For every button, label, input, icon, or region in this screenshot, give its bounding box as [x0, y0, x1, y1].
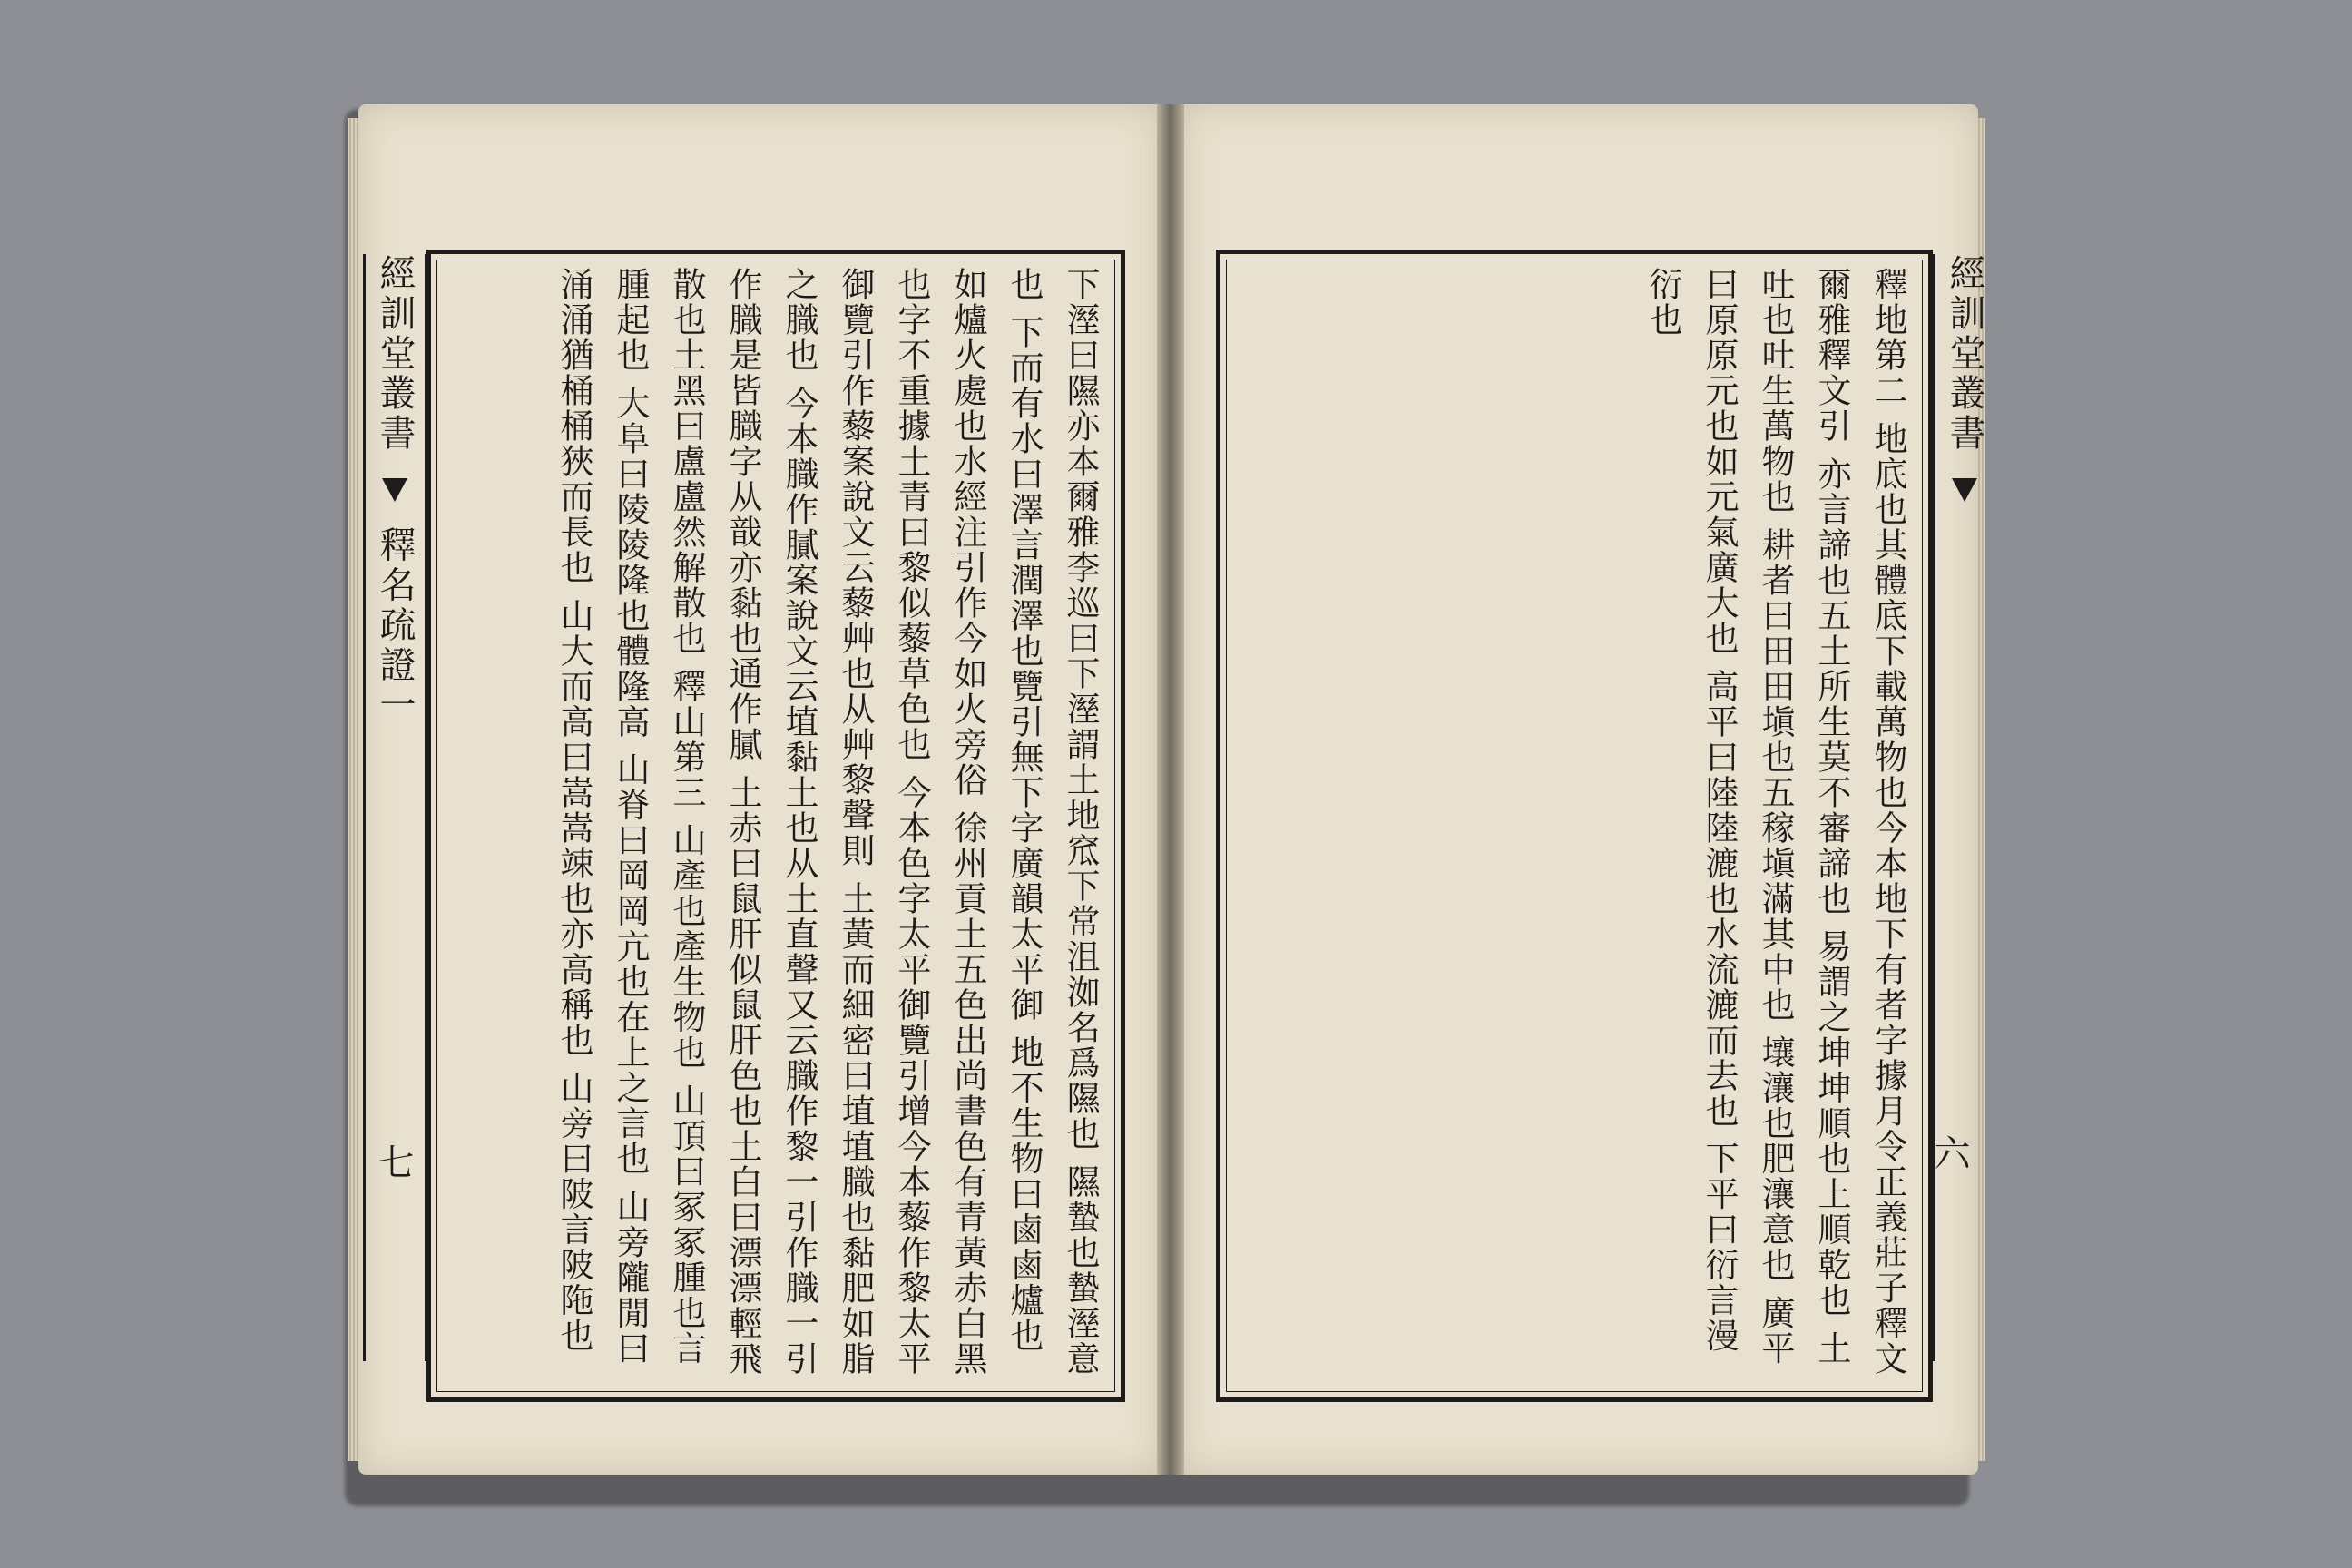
text-column: 下溼曰隰亦本爾雅李巡曰下溼謂土地窊下常沮洳名爲隰也: [1061, 267, 1100, 1152]
page-number-left: 七: [372, 1143, 414, 1180]
right-text-frame: [1216, 250, 1933, 1402]
text-column: 地不生物曰鹵鹵爐也如爐火處也水經注引作今如火旁俗: [948, 267, 1044, 1354]
fish-tail-mark-left: [382, 478, 407, 502]
right-fold-column: [1933, 254, 1994, 1361]
text-column: 地底也其體底下載萬物也今本地下有者字據月令正義莊子釋文爾雅釋文引: [1812, 267, 1907, 1377]
text-column: 山旁曰陂言陂陁也: [554, 1070, 593, 1354]
volume-label-left: 釋名疏證一: [374, 525, 416, 726]
left-fold-column: [363, 254, 427, 1361]
text-column: 亦言諦也五土所生莫不審諦也: [1812, 456, 1851, 916]
left-text-frame: [426, 250, 1125, 1402]
text-column: 今本膱作膩案說文云埴黏土也从土直聲又云膱作黎一引作膱一引作膱是皆膱字从戠亦黏也通作膩: [723, 267, 818, 1377]
section-heading: 釋山第三: [667, 668, 706, 810]
text-column: 山大而高曰嵩嵩竦也亦高稱也: [554, 597, 593, 1058]
text-column: 壤瀼也肥瀼意也: [1756, 1034, 1795, 1283]
text-column: 大阜曰陵陵隆也體隆高: [611, 385, 650, 740]
text-column: 土吐也吐生萬物也: [1756, 267, 1851, 1367]
fish-tail-mark-right: [1952, 478, 1977, 502]
text-column: 山頂曰冢冢腫也言腫起也: [611, 267, 706, 1367]
text-column: 耕者曰田田塡也五稼塡滿其中也: [1756, 526, 1795, 1023]
text-column: 土赤曰鼠肝似鼠肝色也土白曰漂漂輕飛散也土黑曰盧盧然解散也: [667, 267, 762, 1377]
text-column: 土黃而細密曰埴埴膱也黏肥如脂之膱也: [779, 267, 875, 1377]
series-title-right: 經訓堂叢書: [1944, 254, 1985, 454]
page-number-right: 六: [1928, 1134, 1970, 1171]
text-column: 高平曰陸陸漉也水流漉而去也: [1700, 668, 1739, 1129]
text-column: 山產也產生物也: [667, 822, 706, 1071]
text-column: 廣平曰原原元也如元氣廣大也: [1700, 267, 1795, 1367]
text-column: 山脊曰岡岡亢也在上之言也: [611, 751, 650, 1177]
text-column: 今本色字太平御覽引增今本藜作黎太平御覽引作藜案說文云藜艸也从艸黎聲則: [836, 267, 931, 1377]
book-gutter: [1157, 104, 1184, 1475]
left-text-block: [444, 267, 1108, 1385]
text-column: 徐州貢土五色出尚書色有青黃赤白黑也字不重據土青曰黎似藜草色也: [892, 267, 987, 1377]
right-text-block: [1233, 267, 1916, 1385]
series-title-left: 經訓堂叢書: [374, 254, 416, 454]
chapter-title: 釋地第二: [1868, 267, 1907, 408]
text-column: 下平曰衍言漫衍也: [1643, 267, 1739, 1354]
text-column: 山旁隴閒曰涌涌猶桶桶狹而長也: [554, 267, 650, 1367]
text-column: 易謂之坤坤順也上順乾也: [1812, 928, 1851, 1318]
text-column: 下而有水曰澤言潤澤也覽引無下字廣韻太平御: [1004, 314, 1044, 1023]
text-column: 隰蟄也蟄溼意也: [1004, 267, 1100, 1377]
